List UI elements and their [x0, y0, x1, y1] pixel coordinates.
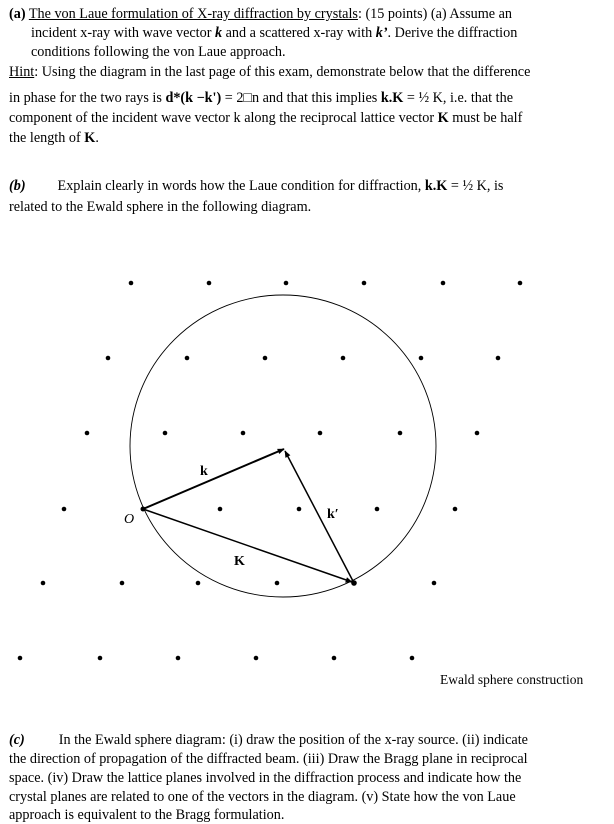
text: = 2□n and that this implies [221, 90, 381, 106]
equation: d*(k −k') [165, 90, 222, 106]
text: = ½ K, i.e. that the [403, 90, 513, 106]
text: : (15 points) (a) Assume an [357, 6, 513, 22]
text: and a scattered x-ray with [222, 25, 376, 41]
text: the length of [9, 130, 85, 146]
lattice-point [362, 281, 367, 286]
equation: k.K [380, 90, 404, 106]
part-b-line-2: related to the Ewald sphere in the following diagram. [9, 199, 312, 215]
lattice-point [375, 507, 380, 512]
lattice-point [419, 356, 424, 361]
hint-label: Hint [9, 64, 35, 80]
K-symbol: K [437, 110, 449, 126]
text: = ½ K, is [447, 178, 504, 194]
diagram-caption: Ewald sphere construction [440, 672, 584, 687]
lattice-point [275, 581, 280, 586]
lattice-point [62, 507, 67, 512]
K-label: K [234, 554, 245, 569]
lattice-point [410, 656, 415, 661]
ewald-sphere [130, 295, 436, 597]
k-vector-arrow [143, 449, 284, 509]
part-c-line-5: approach is equivalent to the Bragg formulation. [9, 807, 285, 823]
k-prime-symbol: k’ [375, 25, 388, 41]
part-c-line-2: the direction of propagation of the diffracted beam. (iii) Draw the Bragg plane in reciprocal [9, 751, 528, 767]
lattice-point [297, 507, 302, 512]
part-c-label: (c) [9, 732, 25, 748]
lattice-point [263, 356, 268, 361]
text: must be half [448, 110, 523, 126]
lattice-point [41, 581, 46, 586]
lattice-point [18, 656, 23, 661]
lattice-point [496, 356, 501, 361]
lattice-point [475, 431, 480, 436]
text: . [95, 130, 99, 146]
K-end-point [351, 580, 357, 586]
lattice-point [163, 431, 168, 436]
lattice-point [254, 656, 259, 661]
lattice-point [196, 581, 201, 586]
lattice-point [129, 281, 134, 286]
lattice-point [284, 281, 289, 286]
k-symbol: k [214, 25, 223, 41]
origin-point [141, 507, 146, 512]
lattice-point [341, 356, 346, 361]
lattice-point [185, 356, 190, 361]
lattice-point [332, 656, 337, 661]
part-a-label: (a) [9, 6, 26, 22]
k-prime-vector-arrow [285, 451, 354, 583]
K-symbol: K [84, 130, 96, 146]
k-label: k [200, 464, 208, 479]
text: Explain clearly in words how the Laue condition for diffraction, [57, 178, 425, 194]
text: in phase for the two rays is [9, 90, 166, 106]
equation: k.K [424, 178, 448, 194]
text: component of the incident wave vector k along the reciprocal lattice vector [9, 110, 438, 126]
text: incident x-ray with wave vector [31, 25, 215, 41]
part-b-label: (b) [9, 178, 26, 194]
part-c-line-4: crystal planes are related to one of the vectors in the diagram. (v) State how the von Laue [9, 789, 516, 805]
origin-label: O [124, 512, 135, 527]
lattice-point [207, 281, 212, 286]
reciprocal-lattice-points [18, 281, 523, 661]
text: . Derive the diffraction [387, 25, 518, 41]
text: In the Ewald sphere diagram: (i) draw the position of the x-ray source. (ii) indicate [58, 732, 528, 748]
lattice-point [318, 431, 323, 436]
part-a-title: The von Laue formulation of X-ray diffraction by crystals [28, 6, 358, 22]
lattice-point [432, 581, 437, 586]
lattice-point [98, 656, 103, 661]
text: : Using the diagram in the last page of this exam, demonstrate below that the difference [34, 64, 531, 80]
lattice-point [441, 281, 446, 286]
part-c-line-3: space. (iv) Draw the lattice planes involved in the diffraction process and indicate how the [9, 770, 522, 786]
lattice-point [453, 507, 458, 512]
lattice-point [241, 431, 246, 436]
part-a-line-3: conditions following the von Laue approach. [31, 44, 286, 60]
lattice-point [518, 281, 523, 286]
part-c-line-1 [9, 731, 528, 749]
lattice-point [176, 656, 181, 661]
lattice-point [218, 507, 223, 512]
lattice-point [398, 431, 403, 436]
k-prime-label: k′ [327, 507, 339, 522]
lattice-point [85, 431, 90, 436]
lattice-point [120, 581, 125, 586]
lattice-point [106, 356, 111, 361]
